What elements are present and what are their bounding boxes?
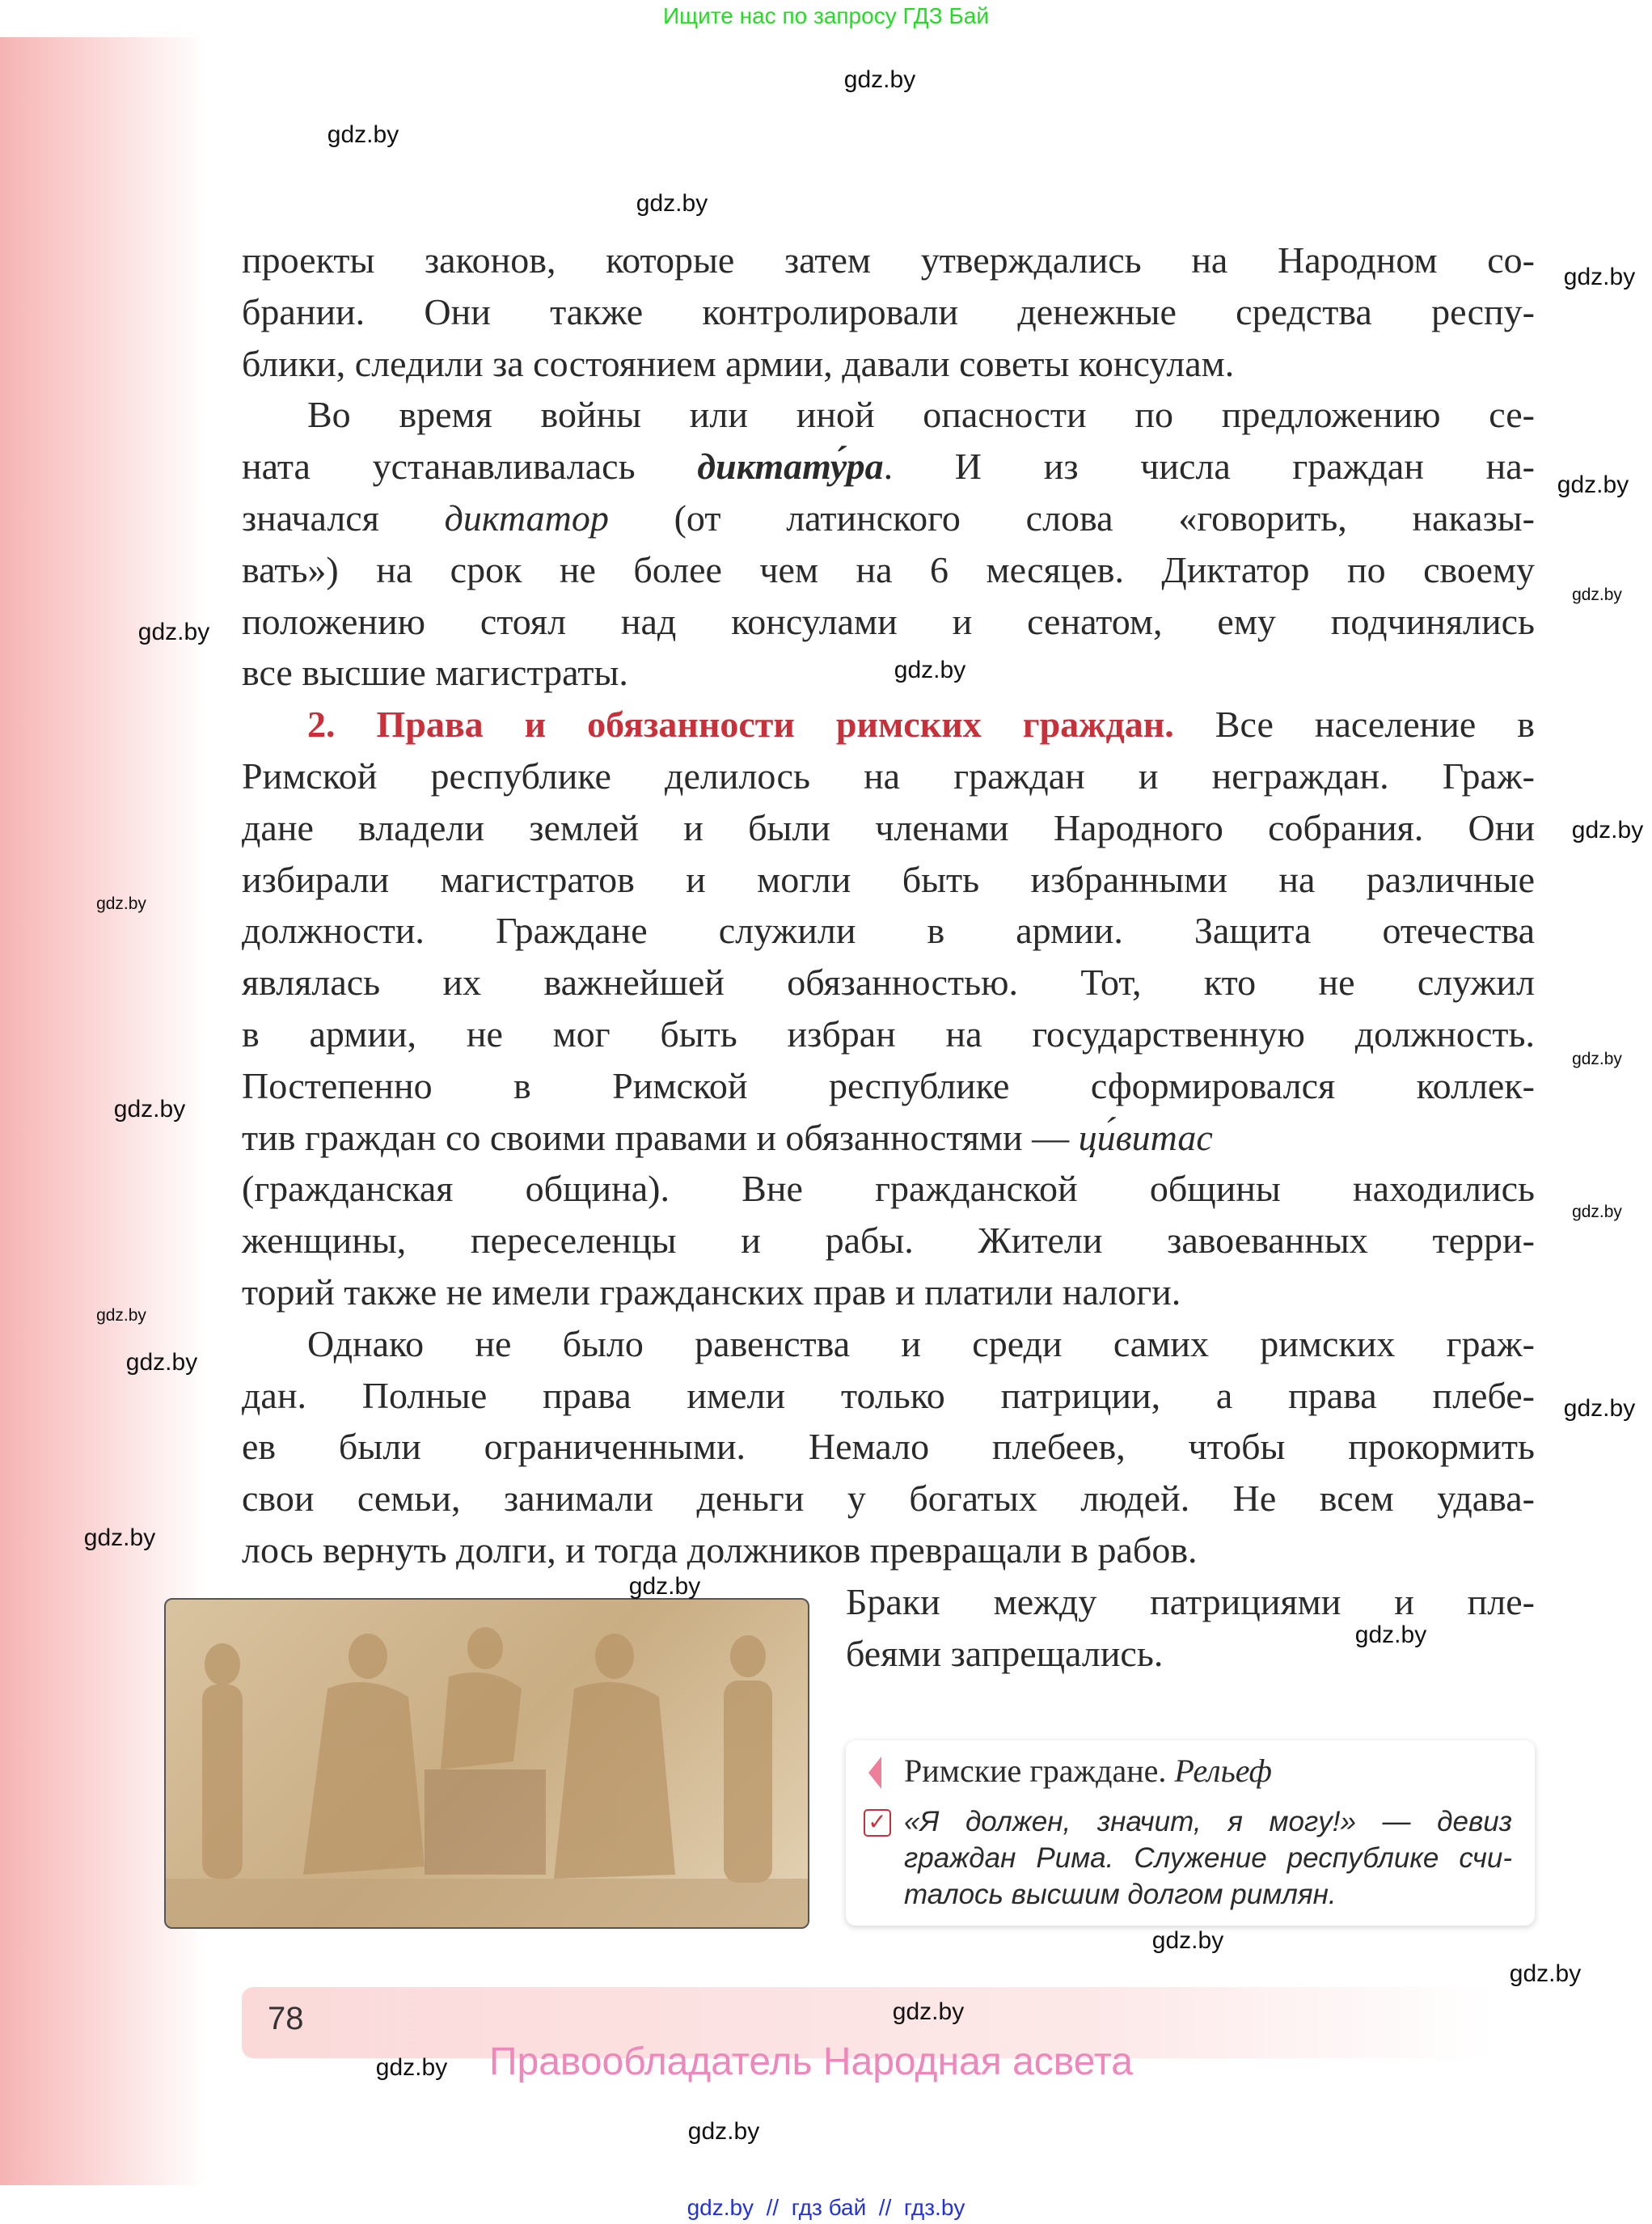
text-line: [242, 802, 1535, 854]
text-line: [242, 1524, 1535, 1576]
text-line: [242, 235, 1535, 286]
watermark: gdz.by: [843, 66, 916, 93]
pointer-triangle-icon: [868, 1757, 881, 1789]
text-segment: брании. Они также контролировали денежные средства респу-: [242, 290, 1535, 332]
text-segment: положению стоял над консулами и сенатом, ему подчинялись: [242, 600, 1535, 642]
text-line: [242, 596, 1535, 648]
text-segment: значался: [242, 497, 445, 539]
caption-title: [904, 1752, 1272, 1790]
watermark: gdz.by: [327, 121, 399, 148]
text-segment: тив граждан со своими правами и обязанностями —: [242, 1116, 1079, 1158]
watermark: gdz.by: [628, 1573, 701, 1600]
text-segment: ев были ограниченными. Немало плебеев, чтобы прокормить: [242, 1426, 1535, 1468]
watermark: gdz.by: [125, 1349, 198, 1376]
text-line: [242, 1112, 1535, 1164]
footer-note: gdz.by // гдз бай // гдз.by: [687, 2195, 965, 2220]
watermark: gdz.by: [1354, 1621, 1427, 1648]
text-line: [242, 1473, 1535, 1524]
text-line: [846, 1628, 1535, 1680]
text-line: [242, 854, 1535, 906]
text-segment: проекты законов, которые затем утверждались на Народном со-: [242, 239, 1535, 281]
watermark: gdz.by: [96, 894, 146, 913]
text-segment: Все население в: [1173, 704, 1536, 746]
text-line: [242, 286, 1535, 338]
caption-title-italic: Рельеф: [1174, 1753, 1272, 1789]
text-line: [242, 957, 1535, 1008]
text-segment: в армии, не мог быть избран на государственную должность.: [242, 1013, 1535, 1055]
term: диктатор: [444, 497, 609, 539]
text-line: [242, 647, 1535, 699]
text-segment: (от латинского слова «говорить, наказы-: [608, 497, 1535, 539]
text-line: [242, 338, 1535, 390]
watermark: gdz.by: [1572, 1050, 1622, 1068]
text-segment: избирали магистратов и могли быть избранными на различные: [242, 858, 1535, 900]
watermark: gdz.by: [96, 1306, 146, 1325]
caption-note: [904, 1803, 1512, 1913]
watermark: gdz.by: [1509, 1960, 1582, 1987]
watermark: gdz.by: [1572, 1203, 1622, 1221]
page-number: 78: [268, 2001, 304, 2036]
watermark: gdz.by: [1571, 817, 1644, 844]
text-segment: являлась их важнейшей обязанностью. Тот, кто не служил: [242, 962, 1535, 1004]
watermark: gdz.by: [1151, 1927, 1224, 1954]
text-line: [242, 905, 1535, 957]
text-line: [242, 1163, 1535, 1215]
text-segment: . И из числа граждан на-: [883, 446, 1535, 488]
text-line: [242, 493, 1535, 544]
watermark: gdz.by: [1572, 586, 1622, 604]
text-segment: Однако не было равенства и среди самих римских граж-: [307, 1322, 1535, 1364]
text-segment: беями запрещались.: [846, 1632, 1164, 1674]
text-segment: (гражданская община). Вне гражданской общины находились: [242, 1168, 1535, 1210]
text-segment: Римской республике делилось на граждан и неграждан. Граж-: [242, 755, 1535, 797]
text-line: [242, 1060, 1535, 1112]
text-segment: все высшие магистраты.: [242, 652, 628, 694]
watermark: gdz.by: [1563, 264, 1636, 290]
text-line: [242, 750, 1535, 802]
caption-title-text: Римские граждане.: [904, 1753, 1175, 1789]
text-segment: ната устанавливалась: [242, 446, 698, 488]
text-segment: торий также не имели гражданских прав и платили налоги.: [242, 1271, 1181, 1313]
image-caption-box: [846, 1740, 1535, 1926]
text-line: [242, 1370, 1535, 1422]
text-segment: лось вернуть долги, и тогда должников превращали в рабов.: [242, 1529, 1198, 1571]
text-line: [846, 1576, 1535, 1628]
watermark: gdz.by: [375, 2054, 448, 2081]
rights-holder: Правообладатель Народная асвета: [489, 2040, 1133, 2083]
text-segment: женщины, переселенцы и рабы. Жители завоеванных терри-: [242, 1220, 1535, 1262]
watermark: gdz.by: [1563, 1395, 1636, 1422]
watermark: gdz.by: [137, 619, 210, 645]
text-segment: вать») на срок не более чем на 6 месяцев. Диктатор по своему: [242, 548, 1535, 590]
caption-line: граждан Рима. Служение республике счи-: [904, 1842, 1512, 1874]
term: ци́витас: [1078, 1116, 1213, 1158]
text-line: [242, 544, 1535, 596]
relief-image: [164, 1598, 809, 1929]
text-line: [242, 1421, 1535, 1473]
text-line: [242, 1318, 1535, 1370]
text-line: [242, 1215, 1535, 1266]
watermark: gdz.by: [687, 2118, 760, 2145]
text-segment: дане владели землей и были членами Народного собрания. Они: [242, 806, 1535, 848]
text-line: [242, 441, 1535, 493]
text-segment: дан. Полные права имели только патриции, а права плебе-: [242, 1374, 1535, 1416]
watermark: gdz.by: [83, 1524, 156, 1551]
caption-line: «Я должен, значит, я могу!» — девиз: [904, 1806, 1512, 1837]
term: диктату́ра: [697, 446, 884, 488]
text-segment: свои семьи, занимали деньги у богатых людей. Не всем удава-: [242, 1478, 1535, 1520]
checkmark-icon: ✓: [864, 1809, 891, 1837]
text-line: [242, 699, 1535, 750]
text-segment: блики, следили за состоянием армии, давали советы консулам.: [242, 342, 1235, 384]
section-heading: 2. Права и обязанности римских граждан.: [307, 704, 1174, 746]
text-line: [242, 1266, 1535, 1318]
text-segment: Постепенно в Римской республике сформировался коллек-: [242, 1064, 1535, 1106]
watermark: gdz.by: [636, 190, 708, 217]
watermark: gdz.by: [1557, 471, 1629, 498]
text-line: [242, 1008, 1535, 1060]
watermark: gdz.by: [894, 657, 966, 683]
text-segment: Во время войны или иной опасности по предложению се-: [307, 394, 1535, 436]
header-note: Ищите нас по запросу ГДЗ Бай: [662, 3, 990, 28]
caption-line: талось высшим долгом римлян.: [904, 1879, 1337, 1910]
relief-figures: [166, 1600, 808, 1927]
watermark: gdz.by: [892, 1998, 965, 2025]
text-segment: должности. Граждане служили в армии. Защита отечества: [242, 910, 1535, 952]
text-line: [242, 389, 1535, 441]
watermark: gdz.by: [113, 1096, 186, 1123]
text-segment: Браки между патрициями и пле-: [846, 1580, 1535, 1622]
